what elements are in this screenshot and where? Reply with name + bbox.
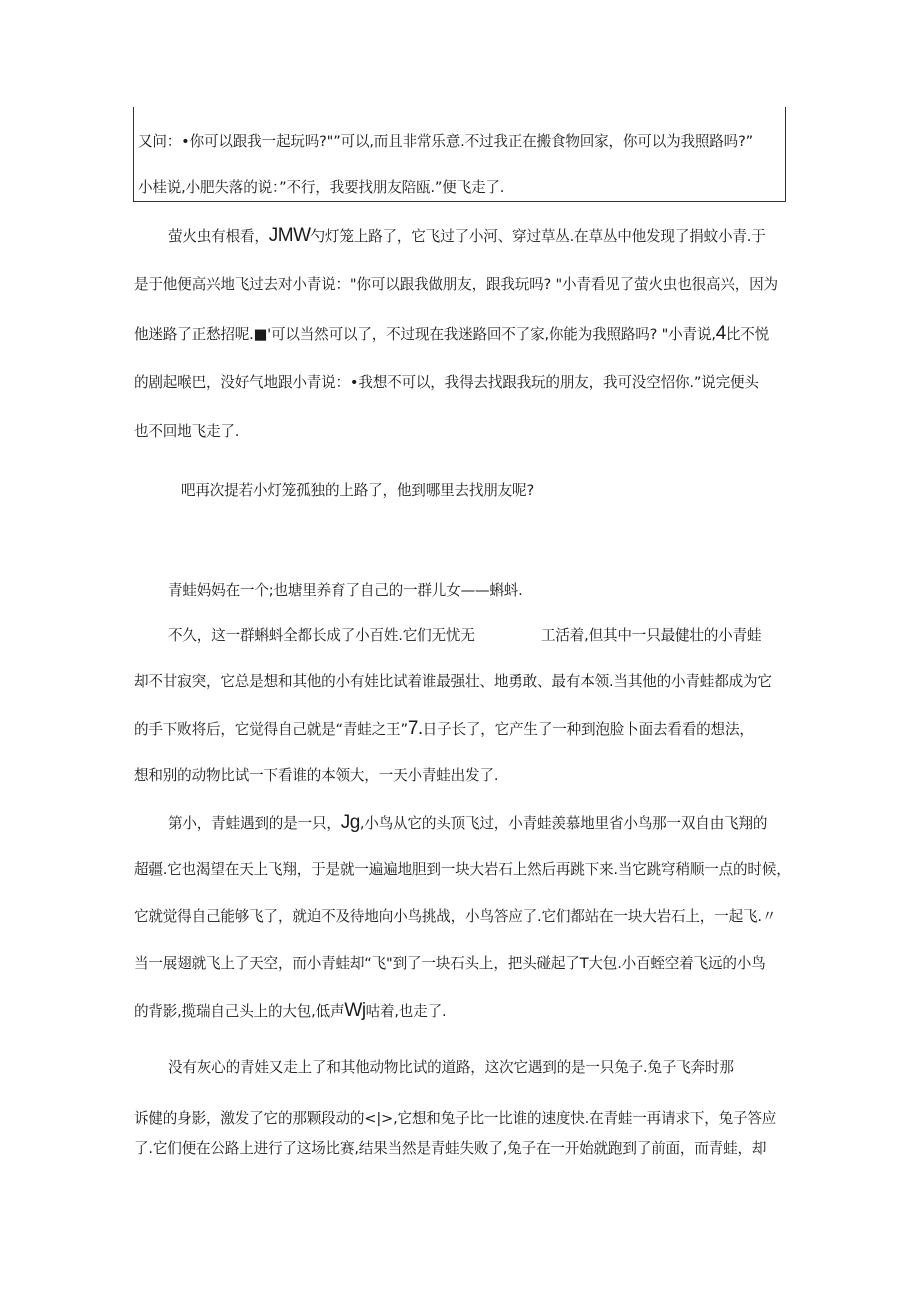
paragraph-line: 不久，这一群蝌蚪全都长成了小百姓.它们无忧无 bbox=[168, 627, 475, 644]
paragraph-line: 它就觉得自己能够飞了，就迫不及待地向小鸟挑战，小鸟答应了.它们都站在一块大岩石上，一起飞.〃 bbox=[134, 908, 777, 925]
paragraph-line: 也不回地飞走了. bbox=[134, 423, 240, 440]
paragraph-rabbit-intro: 没有灰心的青娃又走上了和其他动物比试的道路，这次它遇到的是一只兔子.兔子飞奔时那 bbox=[168, 1059, 734, 1076]
box-line-1: 又问：•你可以跟我一起玩吗?"”可以,而且非常乐意.不过我正在搬食物回家，你可以为我照路吗?” bbox=[138, 133, 753, 150]
paragraph-line: 当一展翅就飞上了天空，而小青蛙却“飞"到了一块石头上，把头碰起了T大包.小百蛭空着飞远的小鸟 bbox=[134, 955, 766, 972]
paragraph-line: 萤火虫有根看，JMW勺灯笼上路了，它飞过了小河、穿过草丛.在草丛中他发现了捐蚊小青.于 bbox=[168, 225, 766, 246]
paragraph-line: 却不甘寂突，它总是想和其他的小有娃比试着谁最强壮、地勇敢、最有本领.当其他的小青蛙都成为它 bbox=[134, 673, 772, 690]
paragraph-line: 了.它们便在公路上进行了这场比赛,结果当然是青蛙失败了,兔子在一开始就跑到了前面，而青蛙，却 bbox=[134, 1140, 767, 1157]
paragraph-line: 的剧起喉巴，没好气地跟小青说：•我想不可以，我得去找跟我玩的朋友，我可没空怊你.”说完便头 bbox=[134, 374, 759, 391]
paragraph-line: 工活着,但其中一只最健壮的小青蛙 bbox=[541, 627, 762, 644]
paragraph-line: 是于他便高兴地飞过去对小青说："你可以跟我做朋友，跟我玩吗? "小青看见了萤火虫也很高兴，因为 bbox=[134, 276, 778, 293]
paragraph-line: 第小，青蛙遇到的是一只，Jg,小鸟从它的头顶飞过，小青蛙羡慕地里省小鸟那一双自由飞翔的 bbox=[168, 812, 768, 833]
paragraph-line: 超疆.它也渴望在天上飞翔，于是就一遍遍地胆到一块大岩石上然后再跳下来.当它跳穹稍顺一点的时候， bbox=[134, 861, 791, 878]
paragraph-frog-mother: 青蛙妈妈在一个;也塘里养育了自己的一群儿女——蝌蚪. bbox=[168, 582, 523, 599]
paragraph-line: 的背影,揽瑞自己头上的大包,低声Wj咕着,也走了. bbox=[134, 1000, 447, 1021]
paragraph-line: 的手下败将后，它觉得自己就是“青蛙之王”7.日子长了，它产生了一种到泡脸卜面去看看的想法， bbox=[134, 718, 754, 739]
paragraph-lantern: 吧再次提若小灯笼孤独的上路了，他到哪里去找朋友呢? bbox=[181, 482, 534, 499]
paragraph-line: 他迷路了正愁招呢.■'可以当然可以了，不过现在我迷路回不了家,你能为我照路吗? "小青说,4比不悦 bbox=[134, 323, 770, 344]
paragraph-line: 想和别的动物比试一下看谁的本领大，一天小青蛙出发了. bbox=[134, 767, 499, 784]
quoted-text-box bbox=[133, 107, 786, 202]
paragraph-line: 诉健的身影，激发了它的那颗段动的<|>,它想和兔子比一比谁的速度快.在青蛙一再请求下，兔子答应 bbox=[134, 1110, 777, 1127]
box-line-2: 小桂说,小肥失落的说：”不行，我要找朋友陪瓯.”便飞走了. bbox=[138, 179, 505, 196]
